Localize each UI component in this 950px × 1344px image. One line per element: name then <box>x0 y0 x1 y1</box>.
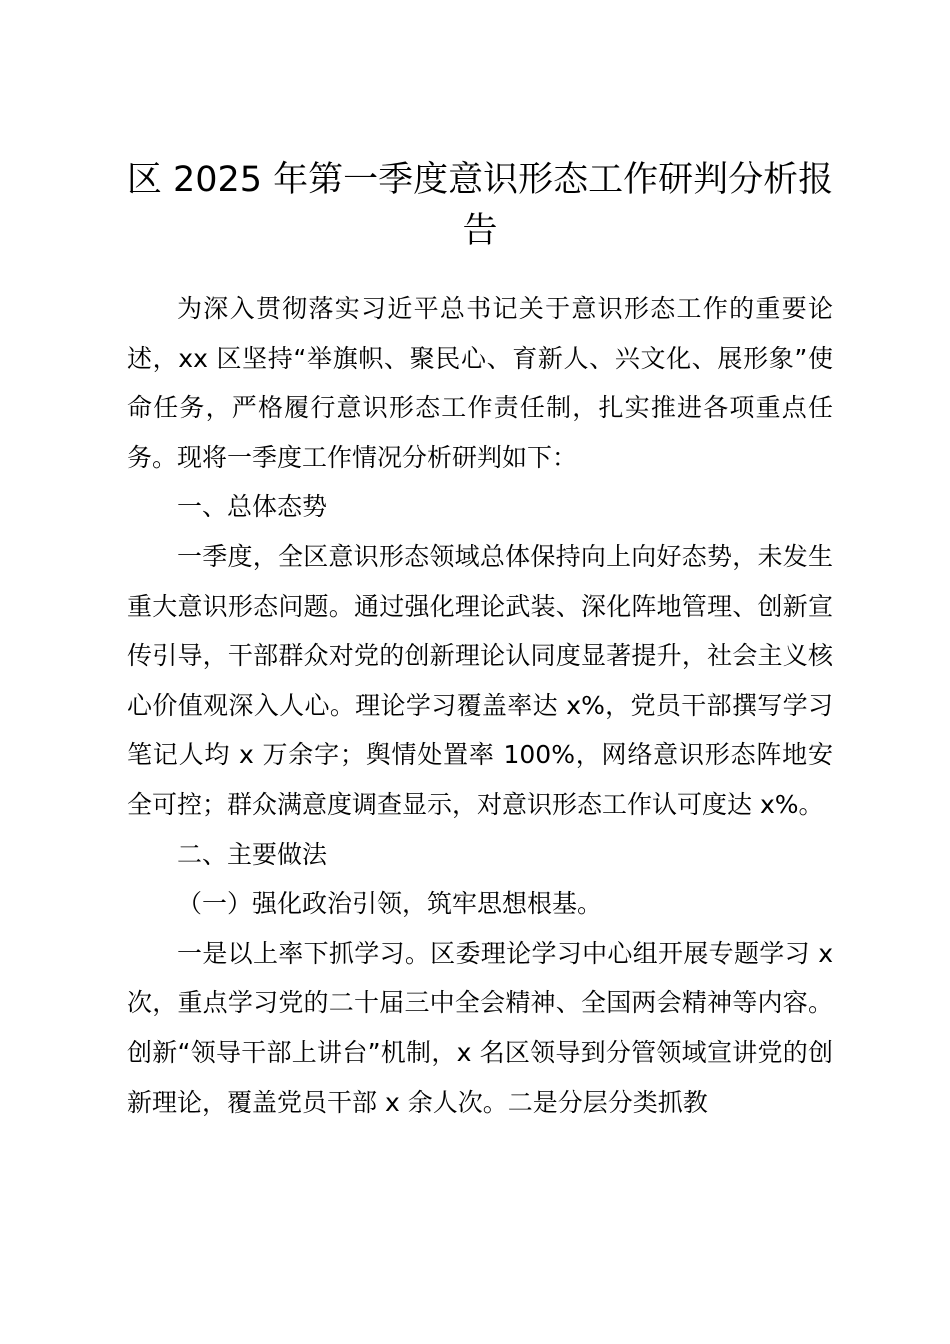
overall-situation-paragraph: 一季度，全区意识形态领域总体保持向上向好态势，未发生重大意识形态问题。通过强化理论武装、深化阵地管理、创新宣传引导，干部群众对党的创新理论认同度显著提升，社会主义核心价值观深入人心。理论学习覆盖率达 x%，党员干部撰写学习笔记人均 x 万余字；舆情处置率 100%，网络意识形态阵地安全可控；群众满意度调查显示，对意识形态工作认可度达 x%。 <box>127 541 833 819</box>
document-body <box>127 284 833 1127</box>
section-heading-overall-situation: 一、总体态势 <box>177 492 328 522</box>
intro-paragraph: 为深入贯彻落实习近平总书记关于意识形态工作的重要论述，xx 区坚持“举旗帜、聚民心、育新人、兴文化、展形象”使命任务，严格履行意识形态工作责任制，扎实推进各项重点任务。现将一季度工作情况分析研判如下： <box>127 294 833 472</box>
subsection-heading-political-guidance: （一）强化政治引领，筑牢思想根基。 <box>177 889 603 919</box>
document-title: 区 2025 年第一季度意识形态工作研判分析报告 <box>126 160 834 251</box>
political-guidance-paragraph: 一是以上率下抓学习。区委理论学习中心组开展专题学习 x 次，重点学习党的二十届三中全会精神、全国两会精神等内容。创新“领导干部上讲台”机制，x 名区领导到分管领域宣讲党的创新理论，覆盖党员干部 x 余人次。二是分层分类抓教 <box>127 938 833 1117</box>
section-heading-main-practices: 二、主要做法 <box>177 839 328 869</box>
